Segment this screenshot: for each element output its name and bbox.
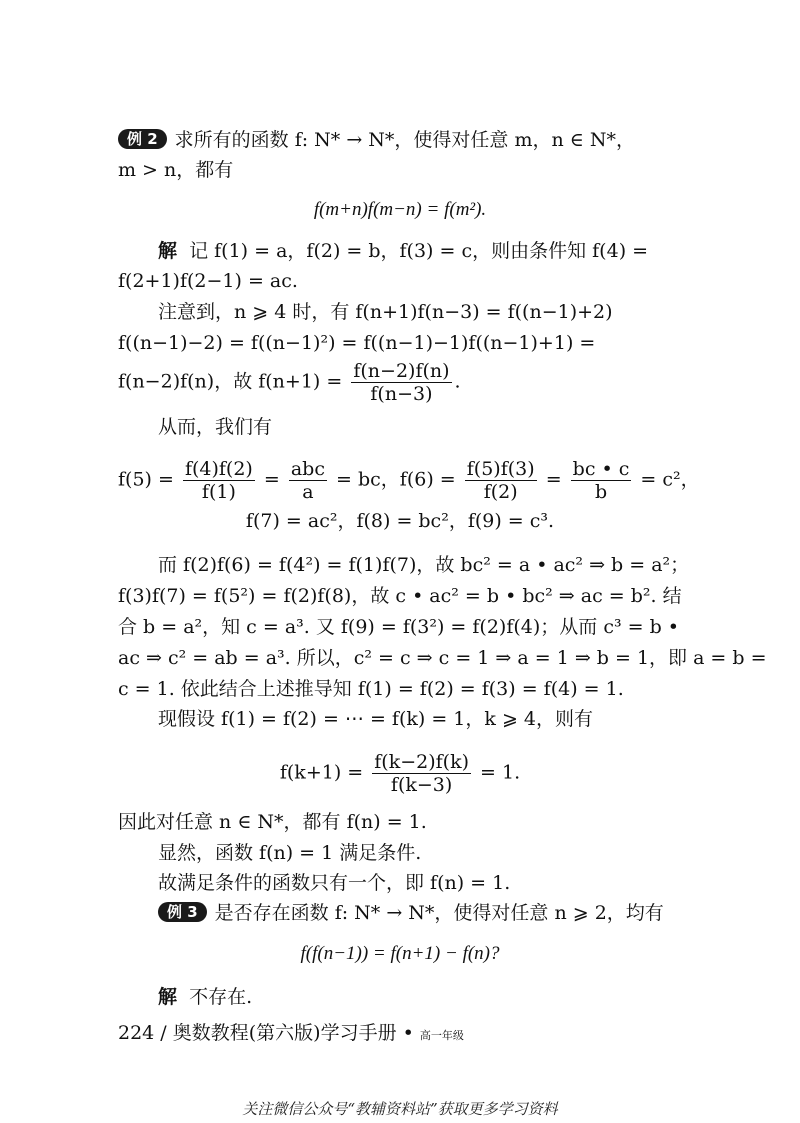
- solution-line-4: f((n−1)−2) = f((n−1)²) = f((n−1)−1)f((n−1)+1) =: [118, 332, 596, 354]
- solution-line-2: f(2+1)f(2−1) = ac.: [118, 270, 298, 292]
- fraction-f5-a: $\frac{f(4)f(2)}{f(1)}$: [184, 458, 253, 503]
- fraction-f5-b: $\frac{\text{abc}}{a}$: [290, 458, 325, 503]
- solution-line-13: 现假设 f(1) = f(2) = ⋯ = f(k) = 1，k ⩾ 4，则有: [158, 708, 593, 730]
- equation-f-k-plus-1: f(k+1) = $\frac{f(k-2)f(k)}{f(k-3)}$ = 1.: [279, 751, 521, 796]
- example-2-equation: f(m+n)f(m−n) = f(m²).: [313, 199, 487, 220]
- solution-line-6: 从而，我们有: [158, 416, 273, 438]
- footer-text: 224 / 奥数教程(第六版)学习手册 •: [118, 1022, 414, 1044]
- example-3-statement: 例 3 是否存在函数 f: N* → N*，使得对任意 n ⩾ 2，均有: [0, 899, 800, 927]
- equation-f5-f6: f(5) = $\frac{f(4)f(2)}{f(1)}$ = $\frac{\text{abc}}{a}$ = bc，f(6) = $\frac{f(5)f(3)}{f(2)}$ = $\frac{bc • c}{b}$ = c²，: [118, 458, 700, 503]
- solution-line-8: 而 f(2)f(6) = f(4²) = f(1)f(7)，故 bc² = a • ac² ⇒ b = a²；: [158, 554, 690, 576]
- solution-line-1: 解 记 f(1) = a，f(2) = b，f(3) = c，则由条件知 f(4) =: [158, 240, 649, 262]
- equation-f7-f9: f(7) = ac²，f(8) = bc²，f(9) = c³.: [245, 510, 555, 532]
- solution-line-5: f(n−2)f(n)，故 f(n+1) = $\frac{f(n-2)f(n)}{f(n-3)}$ .: [118, 360, 461, 405]
- solution-line-15: 显然，函数 f(n) = 1 满足条件.: [158, 842, 422, 864]
- example-3-solution-label: 解: [158, 986, 178, 1008]
- solution-line-9: f(3)f(7) = f(5²) = f(2)f(8)，故 c • ac² = b • bc² ⇒ ac = b². 结: [118, 585, 682, 607]
- fraction-f6-b: $\frac{bc • c}{b}$: [572, 458, 630, 503]
- fraction-f6-a: $\frac{f(5)f(3)}{f(2)}$: [466, 458, 535, 503]
- footer-grade: 高一年级: [419, 1029, 464, 1042]
- example-3-equation: f(f(n−1)) = f(n+1) − f(n)?: [300, 943, 500, 964]
- solution-line-14: 因此对任意 n ∈ N*，都有 f(n) = 1.: [118, 811, 427, 833]
- page-footer: [118, 1018, 464, 1045]
- solution-line-16: 故满足条件的函数只有一个，即 f(n) = 1.: [158, 872, 511, 894]
- solution-line-11: ac ⇒ c² = ab = a³. 所以，c² = c ⇒ c = 1 ⇒ a = 1 ⇒ b = 1，即 a = b =: [118, 647, 767, 669]
- solution-line-3: 注意到，n ⩾ 4 时，有 f(n+1)f(n−3) = f((n−1)+2): [158, 301, 613, 323]
- example-2-badge: 例 2: [118, 129, 167, 149]
- fraction-f-k-plus-1: $\frac{f(k-2)f(k)}{f(k-3)}$: [374, 751, 469, 796]
- example-3-badge: 例 3: [158, 902, 207, 922]
- fraction-f-n-plus-1: $\frac{f(n-2)f(n)}{f(n-3)}$: [353, 360, 450, 405]
- example-3-solution: 解 不存在.: [158, 986, 253, 1008]
- example-2-statement-line-2: m > n，都有: [118, 159, 234, 181]
- solution-line-10: 合 b = a²，知 c = a³. 又 f(9) = f(3²) = f(2)f(4)；从而 c³ = b •: [118, 616, 679, 638]
- solution-line-12: c = 1. 依此结合上述推导知 f(1) = f(2) = f(3) = f(4) = 1.: [118, 678, 624, 700]
- solution-label: 解: [158, 240, 178, 262]
- example-2-statement-line-1: 例 2 求所有的函数 f: N* → N*，使得对任意 m，n ∈ N*，: [0, 126, 800, 154]
- watermark-text: 关注微信公众号“教辅资料站”获取更多学习资料: [242, 1100, 558, 1118]
